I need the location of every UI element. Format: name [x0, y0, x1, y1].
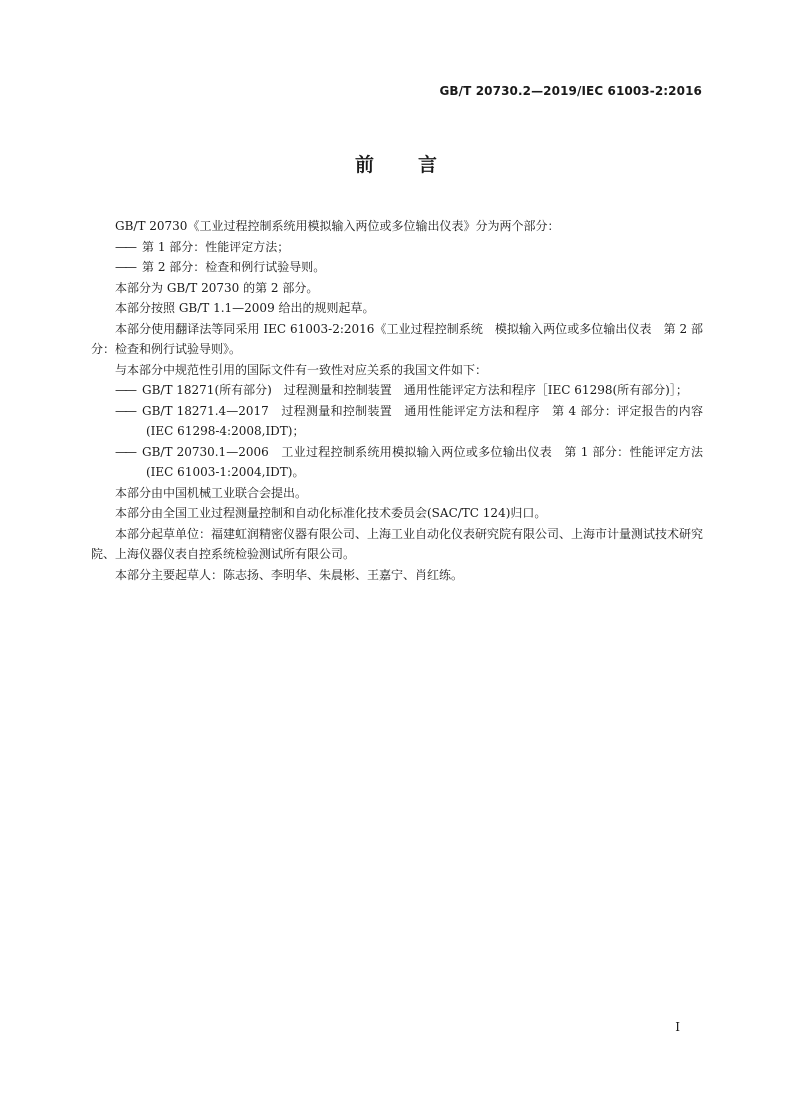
dash-marker: ——	[115, 239, 135, 254]
list-item-part2	[91, 257, 703, 278]
list-item-part1	[91, 237, 703, 258]
dash-marker: ——	[115, 403, 135, 418]
reference-item-2	[91, 401, 703, 442]
standard-code-header: GB/T 20730.2—2019/IEC 61003-2:2016	[439, 84, 702, 98]
paragraph-proposer: 本部分由中国机械工业联合会提出。	[115, 485, 308, 500]
dash-marker: ——	[115, 444, 135, 459]
paragraph-normative-refs: 与本部分中规范性引用的国际文件有一致性对应关系的我国文件如下：	[115, 362, 488, 377]
reference-text: GB/T 18271(所有部分) 过程测量和控制装置 通用性能评定方法和程序［IEC 61298(所有部分)］；	[142, 383, 688, 397]
reference-item-3	[91, 442, 703, 483]
page-number: I	[675, 1020, 680, 1034]
list-item-text: 第 2 部分：检查和例行试验导则。	[142, 260, 326, 274]
paragraph-adoption: 本部分使用翻译法等同采用 IEC 61003-2:2016《工业过程控制系统 模拟输入两位或多位输出仪表 第 2 部分：检查和例行试验导则》。	[91, 321, 703, 356]
paragraph-part-scope: 本部分为 GB/T 20730 的第 2 部分。	[115, 280, 319, 295]
paragraph-drafters: 本部分主要起草人：陈志扬、李明华、朱晨彬、王嘉宁、肖红练。	[115, 567, 464, 582]
paragraph-drafting-rules: 本部分按照 GB/T 1.1—2009 给出的规则起草。	[115, 301, 375, 315]
foreword-body	[91, 216, 703, 585]
dash-marker: ——	[115, 383, 135, 397]
page-title: 前言	[354, 154, 481, 176]
list-item-text: 第 1 部分：性能评定方法；	[142, 239, 290, 254]
dash-marker: ——	[115, 260, 135, 274]
paragraph-structure: GB/T 20730《工业过程控制系统用模拟输入两位或多位输出仪表》分为两个部分：	[115, 219, 560, 233]
reference-text: GB/T 20730.1—2006 工业过程控制系统用模拟输入两位或多位输出仪表 第 1 部分：性能评定方法(IEC 61003-1:2004,IDT)。	[142, 444, 703, 479]
reference-item-1	[91, 380, 703, 401]
paragraph-committee: 本部分由全国工业过程测量控制和自动化标准化技术委员会(SAC/TC 124)归口。	[115, 506, 547, 520]
paragraph-drafting-units: 本部分起草单位：福建虹润精密仪器有限公司、上海工业自动化仪表研究院有限公司、上海市计量测试技术研究院、上海仪器仪表自控系统检验测试所有限公司。	[91, 526, 704, 561]
reference-text: GB/T 18271.4—2017 过程测量和控制装置 通用性能评定方法和程序 第 4 部分：评定报告的内容(IEC 61298-4:2008,IDT)；	[142, 403, 703, 438]
